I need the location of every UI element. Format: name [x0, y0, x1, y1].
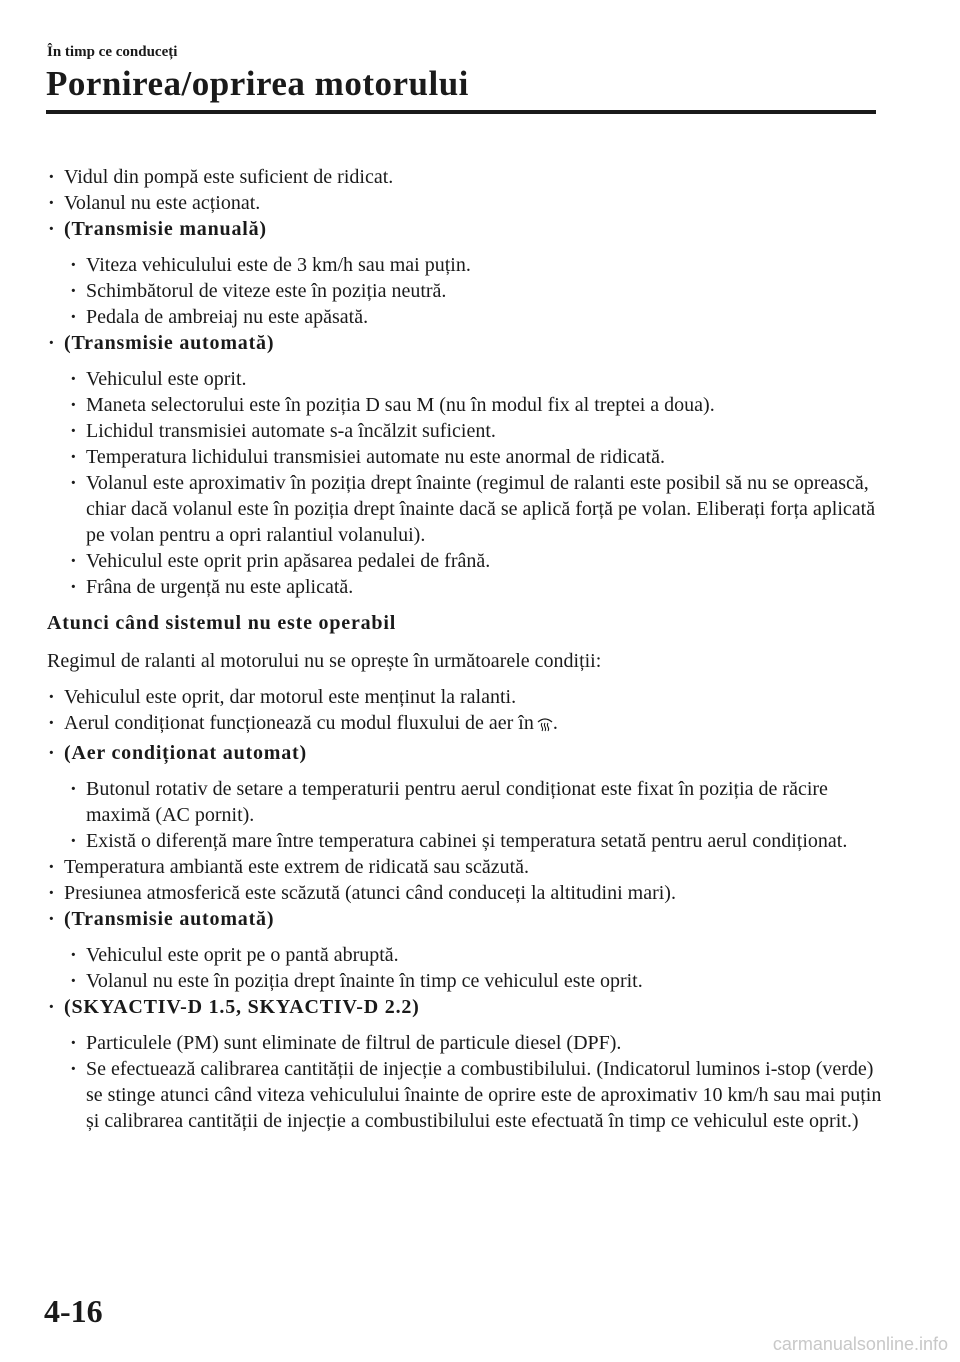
sub-list-item: · Viteza vehiculului este de 3 km/h sau mai puțin. [69, 252, 887, 278]
list-item: · Vidul din pompă este suficient de ridicat. [47, 164, 887, 190]
defroster-icon [537, 714, 553, 740]
section-label: În timp ce conduceți [47, 44, 178, 60]
sub-list-item: · Volanul este aproximativ în poziția drept înainte (regimul de ralanti este posibil să nu se oprească, chiar dacă volanul este în poziția drept înainte dacă se aplică forță pe volan. Eliberați forța aplicată pe volan pentru a opri ralantiul volanului). [69, 470, 887, 548]
page-number: 4-16 [44, 1293, 103, 1329]
list-item: · Vehiculul este oprit, dar motorul este menținut la ralanti. [47, 684, 887, 710]
sub-list-item: · Schimbătorul de viteze este în poziția neutră. [69, 278, 887, 304]
watermark: carmanualsonline.info [772, 1334, 948, 1354]
sub-list-item: · Particulele (PM) sunt eliminate de filtrul de particule diesel (DPF). [69, 1030, 887, 1056]
list-item-heading: · (Aer condiționat automat) [47, 740, 887, 766]
list-item: · Temperatura ambiantă este extrem de ridicată sau scăzută. [47, 854, 887, 880]
manual-content [47, 164, 887, 1134]
sub-list-item: · Butonul rotativ de setare a temperaturii pentru aerul condiționat este fixat în poziția de răcire maximă (AC pornit). [69, 776, 887, 828]
section-heading: Atunci când sistemul nu este operabil [47, 612, 397, 634]
list-item-heading: · (Transmisie manuală) [47, 216, 887, 242]
sub-list-item: · Maneta selectorului este în poziția D sau M (nu în modul fix al treptei a doua). [69, 392, 887, 418]
sub-list-item: · Pedala de ambreiaj nu este apăsată. [69, 304, 887, 330]
list-item [47, 710, 887, 740]
list-item-heading: · (Transmisie automată) [47, 906, 887, 932]
sub-list-item: · Vehiculul este oprit. [69, 366, 887, 392]
sub-list-item: · Vehiculul este oprit prin apăsarea pedalei de frână. [69, 548, 887, 574]
sub-list-item: · Frâna de urgență nu este aplicată. [69, 574, 887, 600]
list-item-end: . [552, 712, 558, 734]
page-title: Pornirea/oprirea motorului [46, 64, 469, 103]
list-item: · Volanul nu este acționat. [47, 190, 887, 216]
list-item-text: Aerul condiționat funcționează cu modul fluxului de aer în [64, 712, 534, 734]
sub-list-item: · Există o diferență mare între temperatura cabinei și temperatura setată pentru aerul condiționat. [69, 828, 887, 854]
sub-list-item: · Lichidul transmisiei automate s-a încălzit suficient. [69, 418, 887, 444]
sub-list-item: · Se efectuează calibrarea cantității de injecție a combustibilului. (Indicatorul luminos i-stop (verde) se stinge atunci când viteza vehiculului înainte de oprire este de aproximativ 10 km/h sau mai puțin și calibrarea cantității de injecție a combustibilului este efectuată în timp ce vehiculul este oprit.) [69, 1056, 887, 1134]
list-item-heading: · (SKYACTIV-D 1.5, SKYACTIV-D 2.2) [47, 994, 887, 1020]
sub-list-item: · Volanul nu este în poziția drept înainte în timp ce vehiculul este oprit. [69, 968, 887, 994]
list-item: · Presiunea atmosferică este scăzută (atunci când conduceți la altitudini mari). [47, 880, 887, 906]
sub-list-item: · Temperatura lichidului transmisiei automate nu este anormal de ridicată. [69, 444, 887, 470]
section-intro: Regimul de ralanti al motorului nu se oprește în următoarele condiții: [47, 650, 602, 672]
sub-list-item: · Vehiculul este oprit pe o pantă abruptă. [69, 942, 887, 968]
list-item-heading: · (Transmisie automată) [47, 330, 887, 356]
title-divider [46, 110, 876, 114]
